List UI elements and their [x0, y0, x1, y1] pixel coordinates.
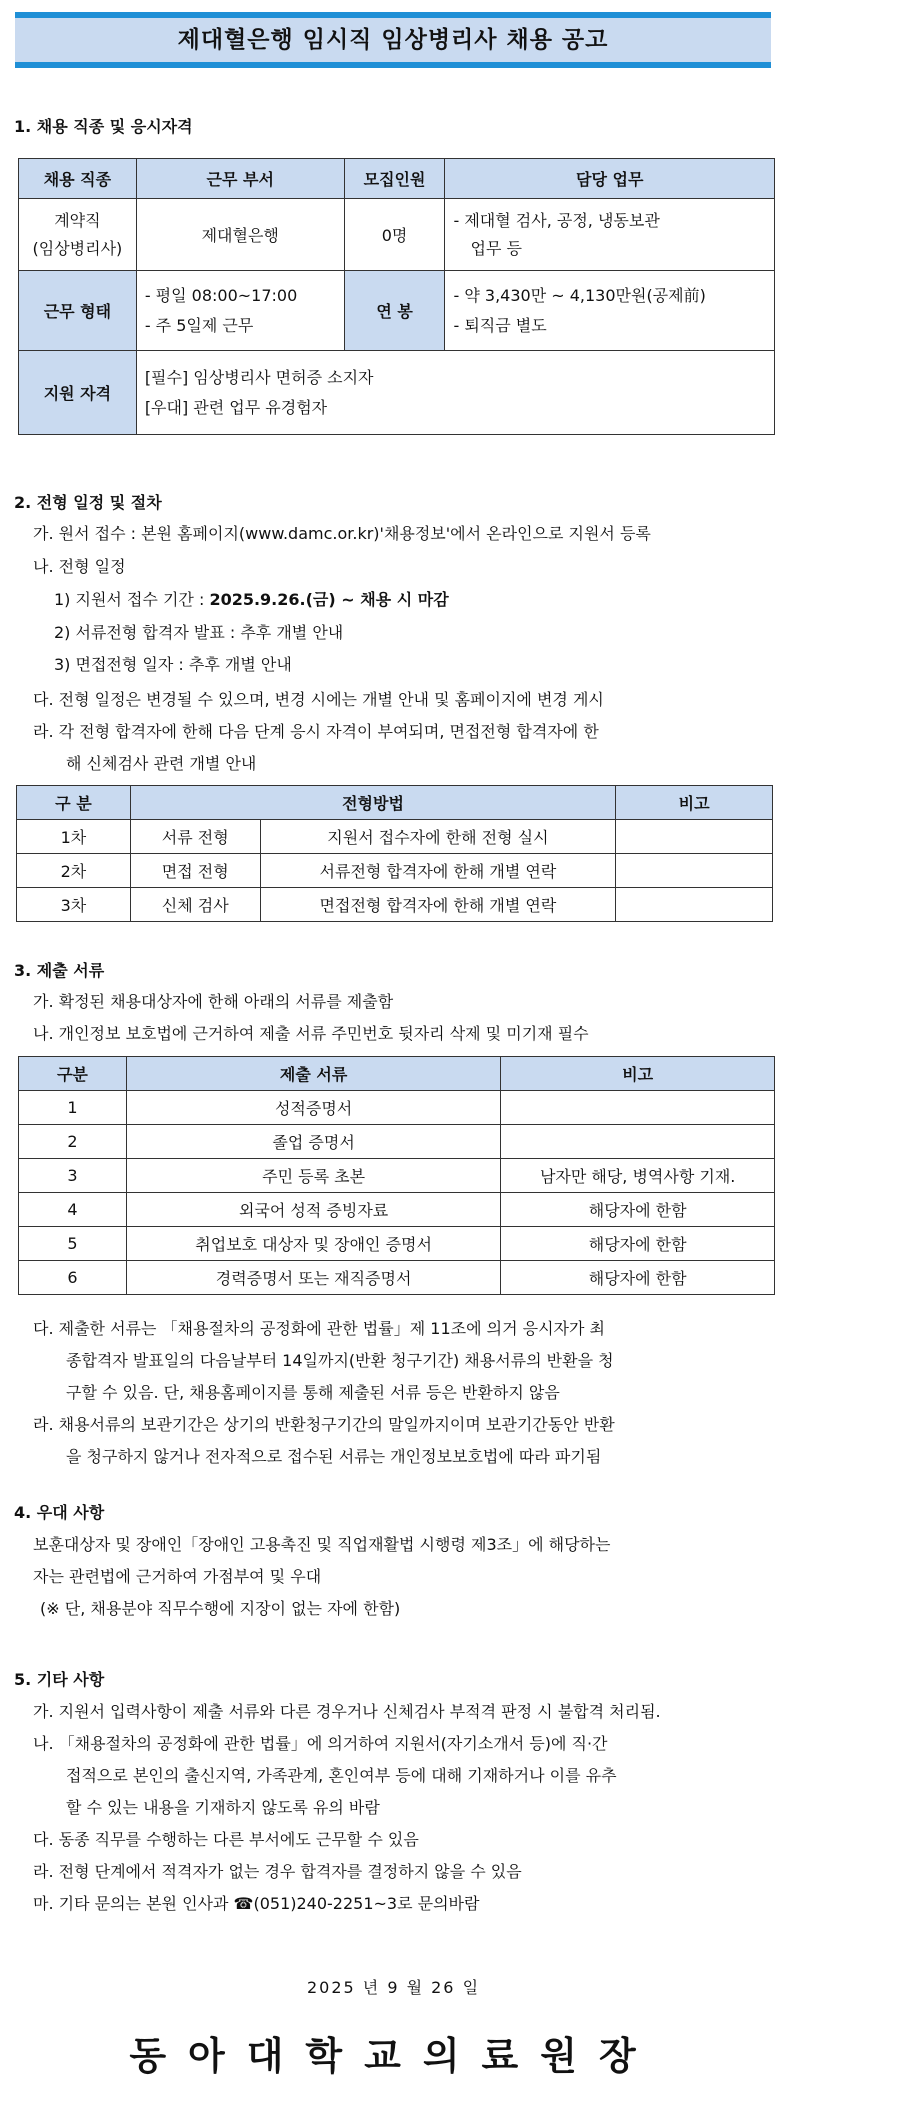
- table-row: [17, 820, 773, 854]
- th-job: 채용 직종: [19, 159, 137, 199]
- th-dept: 근무 부서: [136, 159, 344, 199]
- step-cell: 1차: [17, 820, 131, 854]
- table-row: [19, 1091, 775, 1125]
- duty-cell: [445, 199, 775, 271]
- qual-cell: [136, 351, 774, 435]
- desc-cell: 지원서 접수자에 한해 전형 실시: [260, 820, 616, 854]
- table-row: [19, 1159, 775, 1193]
- doc-cell: 졸업 증명서: [126, 1125, 500, 1159]
- qual-label: 지원 자격: [19, 351, 137, 435]
- step-cell: 2차: [17, 854, 131, 888]
- table-row: [17, 854, 773, 888]
- s2-da: 다. 전형 일정은 변경될 수 있으며, 변경 시에는 개별 안내 및 홈페이지에 변경 게시: [33, 690, 604, 709]
- table-row: [19, 1125, 775, 1159]
- s3-da-2: 종합격자 발표일의 다음날부터 14일까지(반환 청구기간) 채용서류의 반환을 청: [66, 1351, 614, 1370]
- doc-cell: 취업보호 대상자 및 장애인 증명서: [126, 1227, 500, 1261]
- desc-cell: 서류전형 합격자에 한해 개별 연락: [260, 854, 616, 888]
- s2-n1-label: 1) 지원서 접수 기간 :: [54, 590, 210, 609]
- doc-cell: 성적증명서: [126, 1091, 500, 1125]
- s4-line-2: 자는 관련법에 근거하여 가점부여 및 우대: [33, 1567, 322, 1586]
- qual-line-1: [필수] 임상병리사 면허증 소지자: [144, 367, 374, 387]
- th-note: 비고: [616, 786, 773, 820]
- table-row: [19, 1261, 775, 1295]
- note-cell: 해당자에 한함: [501, 1261, 775, 1295]
- page-title: 제대혈은행 임시직 임상병리사 채용 공고: [177, 26, 609, 53]
- qual-line-2: [우대] 관련 업무 유경험자: [144, 397, 328, 417]
- section-1-heading: 1. 채용 직종 및 응시자격: [14, 117, 193, 136]
- job-line-2: (임상병리사): [32, 238, 123, 258]
- s3-ra-1: 라. 채용서류의 보관기간은 상기의 반환청구기간의 말일까지이며 보관기간동안 반환: [33, 1415, 615, 1434]
- s2-ra-1: 라. 각 전형 합격자에 한해 다음 단계 응시 자격이 부여되며, 면접전형 합격자에 한: [33, 722, 599, 741]
- note-cell: [616, 888, 773, 922]
- doc-cell: 주민 등록 초본: [126, 1159, 500, 1193]
- note-cell: [501, 1091, 775, 1125]
- job-line-1: 계약직: [54, 210, 101, 230]
- s5-na-2: 접적으로 본인의 출신지역, 가족관계, 혼인여부 등에 대해 기재하거나 이를 유추: [66, 1766, 617, 1785]
- work-line-1: - 평일 08:00~17:00: [144, 285, 298, 305]
- th-doc: 제출 서류: [126, 1057, 500, 1091]
- table-row: [17, 888, 773, 922]
- type-cell: 서류 전형: [130, 820, 260, 854]
- table-row: [19, 1193, 775, 1227]
- section-3-heading: 3. 제출 서류: [14, 961, 105, 980]
- note-cell: [616, 820, 773, 854]
- s5-ra: 라. 전형 단계에서 적격자가 없는 경우 합격자를 결정하지 않을 수 있음: [33, 1862, 522, 1881]
- signer: 동아대학교의료원장: [129, 2033, 658, 2078]
- doc-cell: 외국어 성적 증빙자료: [126, 1193, 500, 1227]
- doc-cell: 경력증명서 또는 재직증명서: [126, 1261, 500, 1295]
- no-cell: 3: [19, 1159, 127, 1193]
- salary-line-2: - 퇴직금 별도: [453, 315, 547, 335]
- s2-n3: 3) 면접전형 일자 : 추후 개별 안내: [54, 655, 292, 674]
- selection-table: [16, 785, 773, 922]
- section-4-heading: 4. 우대 사항: [14, 1503, 105, 1522]
- no-cell: 4: [19, 1193, 127, 1227]
- section-2-heading: 2. 전형 일정 및 절차: [14, 493, 162, 512]
- work-cell: [136, 271, 344, 351]
- th-no: 구분: [19, 1057, 127, 1091]
- note-cell: [616, 854, 773, 888]
- table-row: [19, 1227, 775, 1261]
- type-cell: 면접 전형: [130, 854, 260, 888]
- section-5-heading: 5. 기타 사항: [14, 1670, 105, 1689]
- th-note: 비고: [501, 1057, 775, 1091]
- notice-date: 2025 년 9 월 26 일: [306, 1978, 481, 1997]
- dept-cell: 제대혈은행: [136, 199, 344, 271]
- note-cell: [501, 1125, 775, 1159]
- count-cell: 0명: [344, 199, 445, 271]
- s2-ra-2: 해 신체검사 관련 개별 안내: [66, 754, 257, 773]
- work-label: 근무 형태: [19, 271, 137, 351]
- salary-line-1: - 약 3,430만 ~ 4,130만원(공제前): [453, 285, 706, 305]
- s5-da: 다. 동종 직무를 수행하는 다른 부서에도 근무할 수 있음: [33, 1830, 419, 1849]
- no-cell: 1: [19, 1091, 127, 1125]
- work-line-2: - 주 5일제 근무: [144, 315, 254, 335]
- no-cell: 5: [19, 1227, 127, 1261]
- th-duty: 담당 업무: [445, 159, 775, 199]
- s3-da-3: 구할 수 있음. 단, 채용홈페이지를 통해 제출된 서류 등은 반환하지 않음: [66, 1383, 560, 1402]
- s3-ra-2: 을 청구하지 않거나 전자적으로 접수된 서류는 개인정보보호법에 따라 파기됨: [66, 1447, 602, 1466]
- s5-ma: 마. 기타 문의는 본원 인사과 ☎(051)240-2251~3로 문의바람: [33, 1894, 480, 1913]
- s2-n1: [54, 587, 449, 610]
- s2-n2: 2) 서류전형 합격자 발표 : 추후 개별 안내: [54, 623, 344, 642]
- duty-line-2: 업무 등: [470, 238, 522, 258]
- s3-da-1: 다. 제출한 서류는 「채용절차의 공정화에 관한 법률」제 11조에 의거 응시자가 최: [33, 1319, 605, 1338]
- s2-na: 나. 전형 일정: [33, 557, 126, 576]
- s2-n1-period: 2025.9.26.(금) ~ 채용 시 마감: [209, 590, 449, 609]
- th-method: 전형방법: [130, 786, 615, 820]
- job-cell: [19, 199, 137, 271]
- step-cell: 3차: [17, 888, 131, 922]
- no-cell: 6: [19, 1261, 127, 1295]
- th-step: 구 분: [17, 786, 131, 820]
- s5-ga: 가. 지원서 입력사항이 제출 서류와 다른 경우거나 신체검사 부적격 판정 시 불합격 처리됨.: [33, 1702, 661, 1721]
- th-count: 모집인원: [344, 159, 445, 199]
- title-banner: [15, 12, 771, 68]
- s5-na-3: 할 수 있는 내용을 기재하지 않도록 유의 바람: [66, 1798, 380, 1817]
- s3-na: 나. 개인정보 보호법에 근거하여 제출 서류 주민번호 뒷자리 삭제 및 미기재 필수: [33, 1024, 589, 1043]
- documents-table: [18, 1056, 775, 1295]
- s2-ga: 가. 원서 접수 : 본원 홈페이지(www.damc.or.kr)'채용정보'에서 온라인으로 지원서 등록: [33, 524, 651, 543]
- note-cell: 남자만 해당, 병역사항 기재.: [501, 1159, 775, 1193]
- salary-label: 연 봉: [344, 271, 445, 351]
- job-table: [18, 158, 775, 435]
- type-cell: 신체 검사: [130, 888, 260, 922]
- s3-ga: 가. 확정된 채용대상자에 한해 아래의 서류를 제출함: [33, 992, 394, 1011]
- s5-na-1: 나. 「채용절차의 공정화에 관한 법률」에 의거하여 지원서(자기소개서 등)에 직·간: [33, 1734, 608, 1753]
- duty-line-1: - 제대혈 검사, 공정, 냉동보관: [453, 210, 660, 230]
- note-cell: 해당자에 한함: [501, 1193, 775, 1227]
- desc-cell: 면접전형 합격자에 한해 개별 연락: [260, 888, 616, 922]
- s4-line-1: 보훈대상자 및 장애인「장애인 고용촉진 및 직업재활법 시행령 제3조」에 해당하는: [33, 1535, 611, 1554]
- no-cell: 2: [19, 1125, 127, 1159]
- note-cell: 해당자에 한함: [501, 1227, 775, 1261]
- s4-line-3: (※ 단, 채용분야 직무수행에 지장이 없는 자에 한함): [40, 1599, 401, 1618]
- salary-cell: [445, 271, 775, 351]
